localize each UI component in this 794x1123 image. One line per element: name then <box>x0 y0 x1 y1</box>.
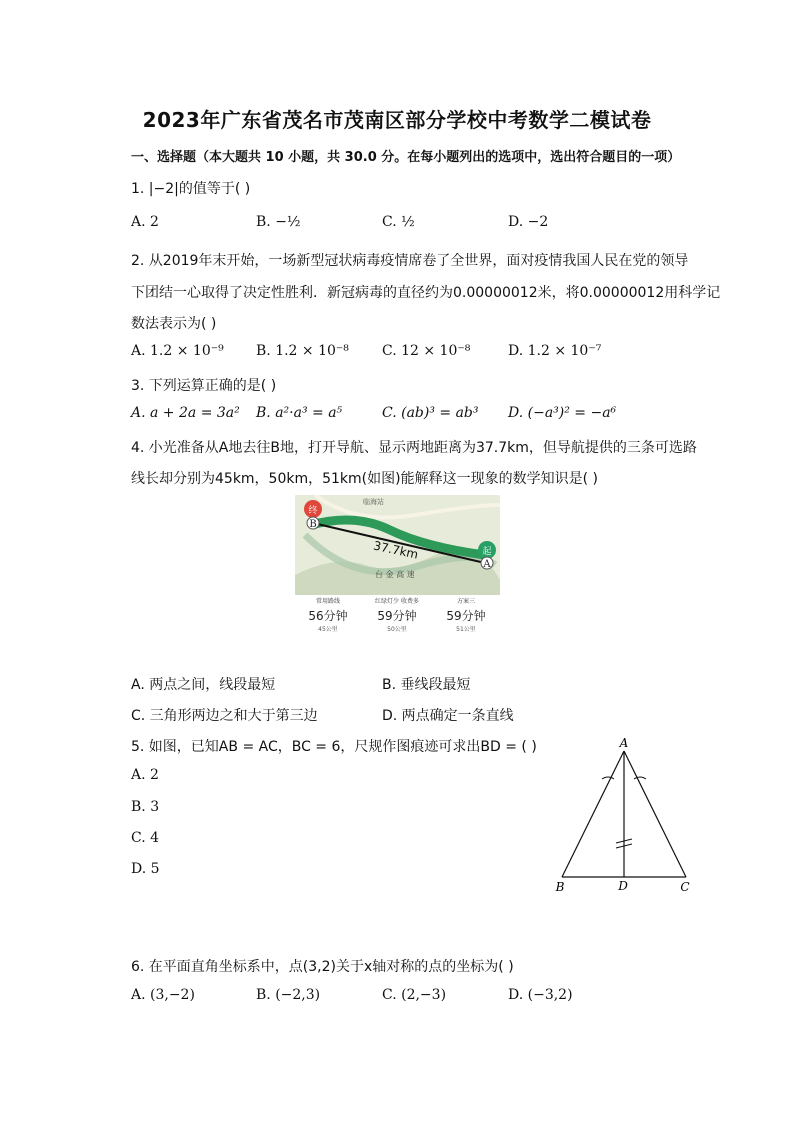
route-distance: 45公里 <box>318 626 338 633</box>
route-time: 59分钟 <box>446 609 486 623</box>
question-3-stem: 3. 下列运算正确的是( ) <box>131 378 277 394</box>
q5-option-d[interactable]: D. 5 <box>131 861 160 877</box>
q2-option-a[interactable]: A. 1.2 × 10⁻⁹ <box>131 343 224 359</box>
q4-option-c[interactable]: C. 三角形两边之和大于第三边 <box>131 708 318 724</box>
question-4-line-1: 4. 小光准备从A地去往B地，打开导航、显示两地距离为37.7km，但导航提供的三条可选路 <box>131 440 697 456</box>
vertex-a-label: A <box>619 736 629 750</box>
q1-option-c[interactable]: C. ½ <box>382 214 415 230</box>
route-option[interactable] <box>294 596 362 633</box>
highway-label: 台 金 高 速 <box>375 570 415 579</box>
route-options <box>295 596 500 632</box>
route-distance: 51公里 <box>456 626 476 633</box>
q2-option-c[interactable]: C. 12 × 10⁻⁸ <box>382 343 471 359</box>
vertex-b-label: B <box>555 880 565 894</box>
question-5-stem: 5. 如图，已知AB = AC，BC = 6，尺规作图痕迹可求出BD = ( ) <box>131 739 537 755</box>
point-d-label: D <box>618 879 628 893</box>
q5-option-a[interactable]: A. 2 <box>131 767 159 783</box>
route-distance: 50公里 <box>387 626 407 633</box>
map-graphic <box>295 495 500 595</box>
q6-option-b[interactable]: B. (−2,3) <box>256 987 321 1003</box>
start-badge: 起 <box>482 547 492 557</box>
question-2-line-3: 数法表示为( ) <box>131 316 217 332</box>
q3-option-d[interactable]: D. (−a³)² = −a⁶ <box>508 405 617 421</box>
q3-option-a[interactable]: A. a + 2a = 3a² <box>131 405 240 421</box>
q2-option-b[interactable]: B. 1.2 × 10⁻⁸ <box>256 343 349 359</box>
station-label: 临海站 <box>363 498 384 506</box>
vertex-c-label: C <box>680 880 690 894</box>
question-2-line-2: 下团结一心取得了决定性胜利．新冠病毒的直径约为0.00000012米，将0.00000012用科学记 <box>131 285 721 301</box>
q4-option-d[interactable]: D. 两点确定一条直线 <box>382 708 514 724</box>
q6-option-c[interactable]: C. (2,−3) <box>382 987 447 1003</box>
route-option[interactable] <box>363 596 431 633</box>
route-name: 红绿灯少 收费多 <box>375 598 419 605</box>
route-option[interactable] <box>432 596 500 633</box>
route-time: 56分钟 <box>308 609 348 623</box>
q4-option-b[interactable]: B. 垂线段最短 <box>382 677 471 693</box>
q3-option-b[interactable]: B. a²·a³ = a⁵ <box>256 405 343 421</box>
question-2-line-1: 2. 从2019年末开始，一场新型冠状病毒疫情席卷了全世界，面对疫情我国人民在党的领导 <box>131 253 689 269</box>
q1-option-b[interactable]: B. −½ <box>256 214 301 230</box>
question-4-line-2: 线长却分别为45km，50km，51km(如图)能解释这一现象的数学知识是( ) <box>131 471 598 487</box>
point-b-label: B <box>309 519 317 530</box>
q4-option-a[interactable]: A. 两点之间，线段最短 <box>131 677 276 693</box>
question-1-stem: 1. |−2|的值等于( ) <box>131 181 251 197</box>
q3-option-c[interactable]: C. (ab)³ = ab³ <box>382 405 479 421</box>
point-a-label: A <box>483 559 491 570</box>
q5-option-c[interactable]: C. 4 <box>131 830 160 846</box>
question-6-stem: 6. 在平面直角坐标系中，点(3,2)关于x轴对称的点的坐标为( ) <box>131 959 514 975</box>
q1-option-a[interactable]: A. 2 <box>131 214 159 230</box>
end-badge: 终 <box>308 506 318 516</box>
q1-option-d[interactable]: D. −2 <box>508 214 549 230</box>
page-title: 2023年广东省茂名市茂南区部分学校中考数学二模试卷 <box>142 108 652 132</box>
distance-label: 37.7km <box>372 538 420 562</box>
q6-option-d[interactable]: D. (−3,2) <box>508 987 573 1003</box>
route-name: 常用路线 <box>315 598 340 605</box>
route-time: 59分钟 <box>377 609 417 623</box>
section-heading: 一、选择题（本大题共 10 小题，共 30.0 分。在每小题列出的选项中，选出符合题目的一项） <box>131 150 681 165</box>
triangle-figure <box>550 735 700 897</box>
route-name: 方案三 <box>456 598 475 605</box>
navigation-map <box>295 495 500 595</box>
q2-option-d[interactable]: D. 1.2 × 10⁻⁷ <box>508 343 602 359</box>
q6-option-a[interactable]: A. (3,−2) <box>131 987 195 1003</box>
q5-option-b[interactable]: B. 3 <box>131 799 160 815</box>
